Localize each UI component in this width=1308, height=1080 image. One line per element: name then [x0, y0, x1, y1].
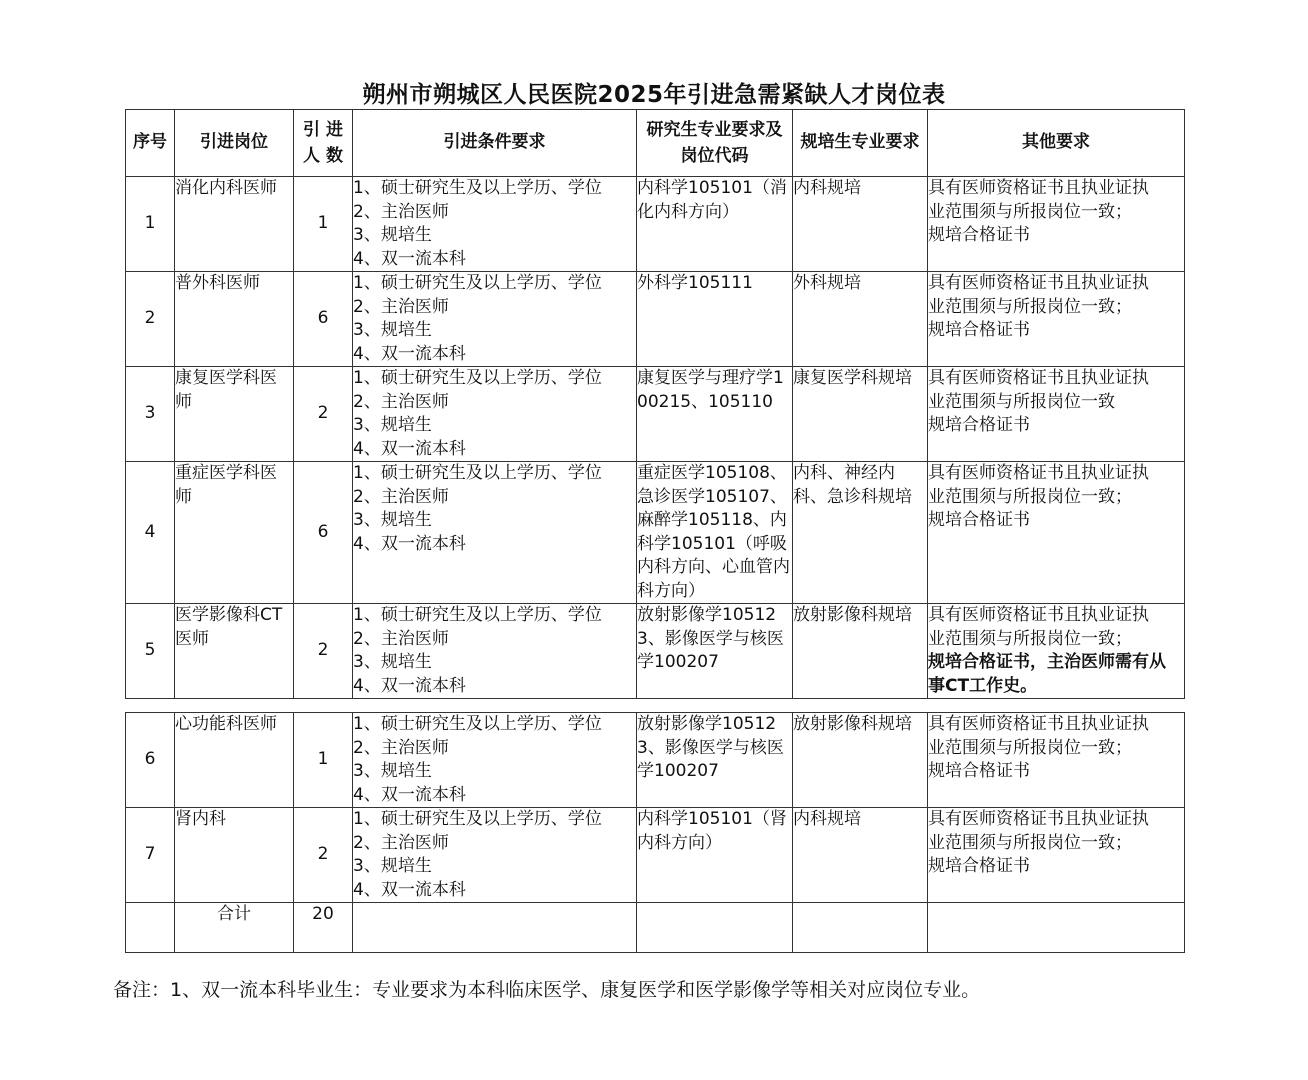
header-resident: 规培生专业要求: [793, 110, 928, 177]
row-count: 2: [294, 367, 353, 462]
table-header-row: [126, 110, 1185, 177]
row-conditions: 1、硕士研究生及以上学历、学位 2、主治医师 3、规培生 4、双一流本科: [353, 808, 637, 903]
row-post: 心功能科医师: [175, 713, 294, 808]
row-seq: 4: [126, 462, 175, 604]
row-count: 2: [294, 808, 353, 903]
total-empty-cell: [353, 903, 637, 953]
total-label: 合计: [175, 903, 294, 953]
row-seq: 2: [126, 272, 175, 367]
row-seq: 5: [126, 604, 175, 699]
row-conditions: 1、硕士研究生及以上学历、学位 2、主治医师 3、规培生 4、双一流本科: [353, 272, 637, 367]
row-grad-major: 重症医学105108、急诊医学105107、麻醉学105118、内科学105101（呼吸内科方向、心血管内科方向）: [637, 462, 793, 604]
row-grad-major: 内科学105101（消化内科方向）: [637, 177, 793, 272]
row-resident-major: 放射影像科规培: [793, 713, 928, 808]
row-grad-major: 康复医学与理疗学100215、105110: [637, 367, 793, 462]
row-post: 康复医学科医师: [175, 367, 294, 462]
row-other: 具有医师资格证书且执业证执 业范围须与所报岗位一致； 规培合格证书: [928, 713, 1185, 808]
row-seq: 3: [126, 367, 175, 462]
row-other: 具有医师资格证书且执业证执 业范围须与所报岗位一致； 规培合格证书: [928, 462, 1185, 604]
table-row: [126, 177, 1185, 272]
row-count: 6: [294, 272, 353, 367]
row-grad-major: 放射影像学105123、影像医学与核医学100207: [637, 713, 793, 808]
row-seq: 1: [126, 177, 175, 272]
table-row: [126, 604, 1185, 699]
row-count: 2: [294, 604, 353, 699]
row-conditions: 1、硕士研究生及以上学历、学位 2、主治医师 3、规培生 4、双一流本科: [353, 604, 637, 699]
positions-table-continued: [125, 712, 1185, 953]
row-resident-major: 内科规培: [793, 808, 928, 903]
total-empty-cell: [793, 903, 928, 953]
table-row: [126, 462, 1185, 604]
table-body-1: [126, 177, 1185, 699]
row-resident-major: 外科规培: [793, 272, 928, 367]
table-row: [126, 367, 1185, 462]
row-other: 具有医师资格证书且执业证执 业范围须与所报岗位一致 规培合格证书: [928, 367, 1185, 462]
row-other: 具有医师资格证书且执业证执 业范围须与所报岗位一致； 规培合格证书: [928, 808, 1185, 903]
total-empty-cell: [637, 903, 793, 953]
row-conditions: 1、硕士研究生及以上学历、学位 2、主治医师 3、规培生 4、双一流本科: [353, 462, 637, 604]
row-resident-major: 内科规培: [793, 177, 928, 272]
row-count: 1: [294, 713, 353, 808]
row-post: 肾内科: [175, 808, 294, 903]
table-row: [126, 808, 1185, 903]
total-empty-cell: [928, 903, 1185, 953]
row-grad-major: 外科学105111: [637, 272, 793, 367]
row-grad-major: 内科学105101（肾内科方向）: [637, 808, 793, 903]
row-count: 1: [294, 177, 353, 272]
table-body-2: [126, 713, 1185, 903]
row-count: 6: [294, 462, 353, 604]
row-other: 具有医师资格证书且执业证执 业范围须与所报岗位一致； 规培合格证书: [928, 177, 1185, 272]
row-other: 具有医师资格证书且执业证执 业范围须与所报岗位一致； 规培合格证书: [928, 272, 1185, 367]
header-post: 引进岗位: [175, 110, 294, 177]
row-seq: 6: [126, 713, 175, 808]
row-post: 重症医学科医师: [175, 462, 294, 604]
header-seq: 序号: [126, 110, 175, 177]
header-conditions: 引进条件要求: [353, 110, 637, 177]
table-row: [126, 713, 1185, 808]
total-row: [126, 903, 1185, 953]
row-conditions: 1、硕士研究生及以上学历、学位 2、主治医师 3、规培生 4、双一流本科: [353, 367, 637, 462]
table-row: [126, 272, 1185, 367]
row-resident-major: 放射影像科规培: [793, 604, 928, 699]
header-other: 其他要求: [928, 110, 1185, 177]
row-post: 医学影像科CT医师: [175, 604, 294, 699]
row-conditions: 1、硕士研究生及以上学历、学位 2、主治医师 3、规培生 4、双一流本科: [353, 713, 637, 808]
total-seq-cell: [126, 903, 175, 953]
row-seq: 7: [126, 808, 175, 903]
row-post: 普外科医师: [175, 272, 294, 367]
row-other: 具有医师资格证书且执业证执 业范围须与所报岗位一致； 规培合格证书，主治医师需有从 事CT工作史。: [928, 604, 1185, 699]
footnote: 备注：1、双一流本科毕业生：专业要求为本科临床医学、康复医学和医学影像学等相关对应岗位专业。: [113, 979, 981, 1001]
page-title: 朔州市朔城区人民医院2025年引进急需紧缺人才岗位表: [362, 82, 946, 108]
row-resident-major: 内科、神经内科、急诊科规培: [793, 462, 928, 604]
header-grad: 研究生专业要求及 岗位代码: [637, 110, 793, 177]
header-count: 引 进 人 数: [294, 110, 353, 177]
total-count: 20: [294, 903, 353, 953]
row-conditions: 1、硕士研究生及以上学历、学位 2、主治医师 3、规培生 4、双一流本科: [353, 177, 637, 272]
row-resident-major: 康复医学科规培: [793, 367, 928, 462]
positions-table: [125, 109, 1185, 699]
row-grad-major: 放射影像学105123、影像医学与核医学100207: [637, 604, 793, 699]
row-post: 消化内科医师: [175, 177, 294, 272]
